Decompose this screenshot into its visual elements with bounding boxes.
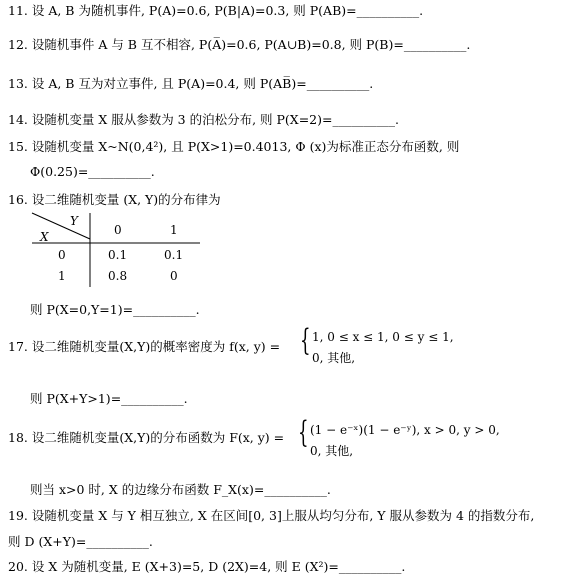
problem-17-line1: 17. 设二维随机变量(X,Y)的概率密度为 f(x, y) = — [8, 339, 281, 354]
table-header-y: Y — [70, 214, 78, 228]
problem-20: 20. 设 X 为随机变量, E (X+3)=5, D (2X)=4, 则 E (X²)=__________. — [8, 559, 406, 574]
col-label-1: 1 — [170, 223, 178, 237]
row-label-1: 1 — [58, 269, 66, 283]
problem-13: 13. 设 A, B 互为对立事件, 且 P(A)=0.4, 则 P(AB̅)=__________. — [8, 76, 374, 91]
col-label-0: 0 — [114, 223, 122, 237]
cell-1-0: 0.8 — [108, 269, 128, 283]
problem-19-line1: 19. 设随机变量 X 与 Y 相互独立, X 在区间[0, 3]上服从均匀分布, Y 服从参数为 4 的指数分布, — [8, 508, 535, 523]
cell-0-1: 0.1 — [164, 248, 184, 262]
problem-17-line2: 则 P(X+Y>1)=__________. — [30, 391, 188, 406]
problem-18-line1: 18. 设二维随机变量(X,Y)的分布函数为 F(x, y) = — [8, 430, 285, 445]
problem-16-line2: 则 P(X=0,Y=1)=__________. — [30, 302, 200, 317]
distribution-table — [30, 211, 202, 289]
problem-15-line2: Φ(0.25)=__________. — [30, 164, 155, 179]
row-label-0: 0 — [58, 248, 66, 262]
problem-11: 11. 设 A, B 为随机事件, P(A)=0.6, P(B|A)=0.3, 则 P(AB)=__________. — [8, 3, 424, 18]
cell-0-0: 0.1 — [108, 248, 128, 262]
problem-16-line1: 16. 设二维随机变量 (X, Y)的分布律为 — [8, 192, 221, 207]
left-brace-18: { — [298, 415, 309, 450]
case2-17: 0, 其他, — [312, 351, 356, 365]
problem-15-line1: 15. 设随机变量 X~N(0,4²), 且 P(X>1)=0.4013, Φ (x)为标准正态分布函数, 则 — [8, 139, 460, 154]
left-brace-17: { — [300, 323, 311, 358]
case1-18: (1 − e⁻ˣ)(1 − e⁻ʸ), x > 0, y > 0, — [310, 423, 500, 437]
case2-18: 0, 其他, — [310, 444, 354, 458]
problem-14: 14. 设随机变量 X 服从参数为 3 的泊松分布, 则 P(X=2)=__________. — [8, 112, 399, 127]
problem-18-line2: 则当 x>0 时, X 的边缘分布函数 F_X(x)=__________. — [30, 482, 331, 497]
cell-1-1: 0 — [170, 269, 178, 283]
table-header-x: X — [40, 230, 49, 244]
problem-12: 12. 设随机事件 A 与 B 互不相容, P(A̅)=0.6, P(A∪B)=0.8, 则 P(B)=__________. — [8, 37, 471, 52]
problem-19-line2: 则 D (X+Y)=__________. — [8, 534, 153, 549]
case1-17: 1, 0 ≤ x ≤ 1, 0 ≤ y ≤ 1, — [312, 330, 454, 344]
